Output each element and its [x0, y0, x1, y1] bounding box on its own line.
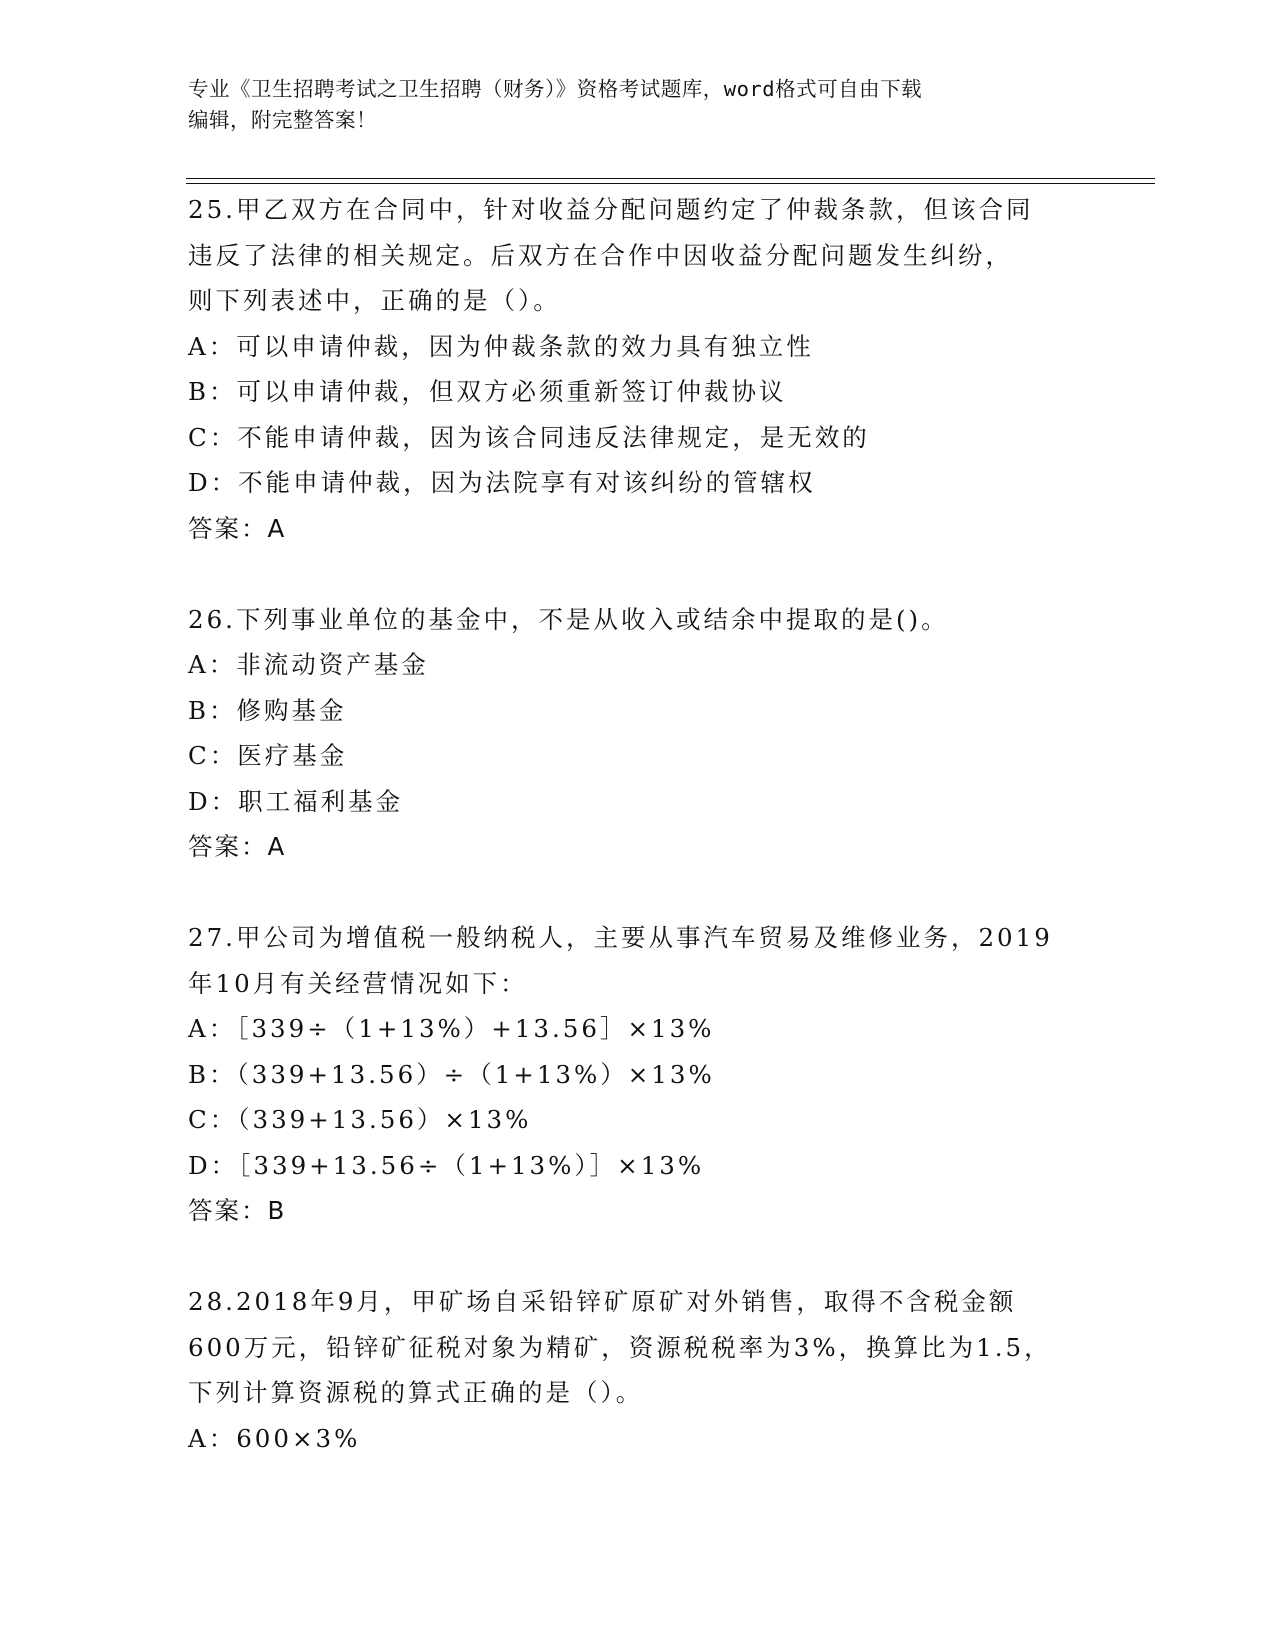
- question-stem-line: 26.下列事业单位的基金中，不是从收入或结余中提取的是()。: [188, 604, 949, 634]
- question-stem-line: 下列计算资源税的算式正确的是（）。: [188, 1378, 644, 1407]
- option-a: A：600×3%: [188, 1423, 361, 1453]
- answer-line: 答案：A: [188, 832, 287, 861]
- question-spacer: [188, 870, 1088, 916]
- answer-line: 答案：A: [188, 513, 287, 543]
- option-a: A：可以申请仲裁，因为仲裁条款的效力具有独立性: [188, 331, 814, 361]
- question-stem-line: 年10月有关经营情况如下：: [188, 968, 528, 998]
- document-header: [188, 74, 1088, 136]
- question-stem-line: 违反了法律的相关规定。后双方在合作中因收益分配问题发生纠纷，: [188, 240, 1013, 270]
- question-spacer: [188, 551, 1088, 597]
- answer-line: 答案：B: [188, 1196, 287, 1225]
- question-28: [188, 1279, 1088, 1461]
- question-27: [188, 915, 1088, 1234]
- header-line-1: 专业《卫生招聘考试之卫生招聘（财务）》资格考试题库，word格式可自由下载: [188, 77, 923, 101]
- header-rule-bottom: [186, 183, 1155, 184]
- header-rule-top: [186, 178, 1155, 179]
- option-a: A：非流动资产基金: [188, 650, 429, 679]
- question-stem-line: 25.甲乙双方在合同中，针对收益分配问题约定了仲裁条款，但该合同: [188, 195, 1034, 224]
- option-a: A：［339÷（1+13%）+13.56］×13%: [188, 1014, 715, 1043]
- option-b: B：修购基金: [188, 695, 347, 725]
- question-spacer: [188, 1234, 1088, 1280]
- option-b: B：（339+13.56）÷（1+13%）×13%: [188, 1059, 715, 1089]
- question-stem-line: 600万元，铅锌矿征税对象为精矿，资源税税率为3%，换算比为1.5，: [188, 1332, 1052, 1362]
- option-d: D：［339+13.56÷（1+13%）］×13%: [188, 1150, 705, 1180]
- option-d: D：职工福利基金: [188, 786, 404, 816]
- question-stem-line: 则下列表述中，正确的是（）。: [188, 286, 561, 315]
- question-26: [188, 597, 1088, 870]
- option-c: C：医疗基金: [188, 741, 348, 770]
- option-c: C：不能申请仲裁，因为该合同违反法律规定，是无效的: [188, 422, 870, 452]
- option-d: D：不能申请仲裁，因为法院享有对该纠纷的管辖权: [188, 468, 816, 497]
- question-stem-line: 27.甲公司为增值税一般纳税人，主要从事汽车贸易及维修业务，2019: [188, 923, 1053, 952]
- header-line-2: 编辑，附完整答案！: [188, 108, 377, 132]
- option-c: C：（339+13.56）×13%: [188, 1105, 532, 1134]
- question-list: [188, 187, 1088, 1461]
- question-stem-line: 28.2018年9月，甲矿场自采铅锌矿原矿对外销售，取得不含税金额: [188, 1287, 1017, 1316]
- question-25: [188, 187, 1088, 551]
- option-b: B：可以申请仲裁，但双方必须重新签订仲裁协议: [188, 377, 787, 406]
